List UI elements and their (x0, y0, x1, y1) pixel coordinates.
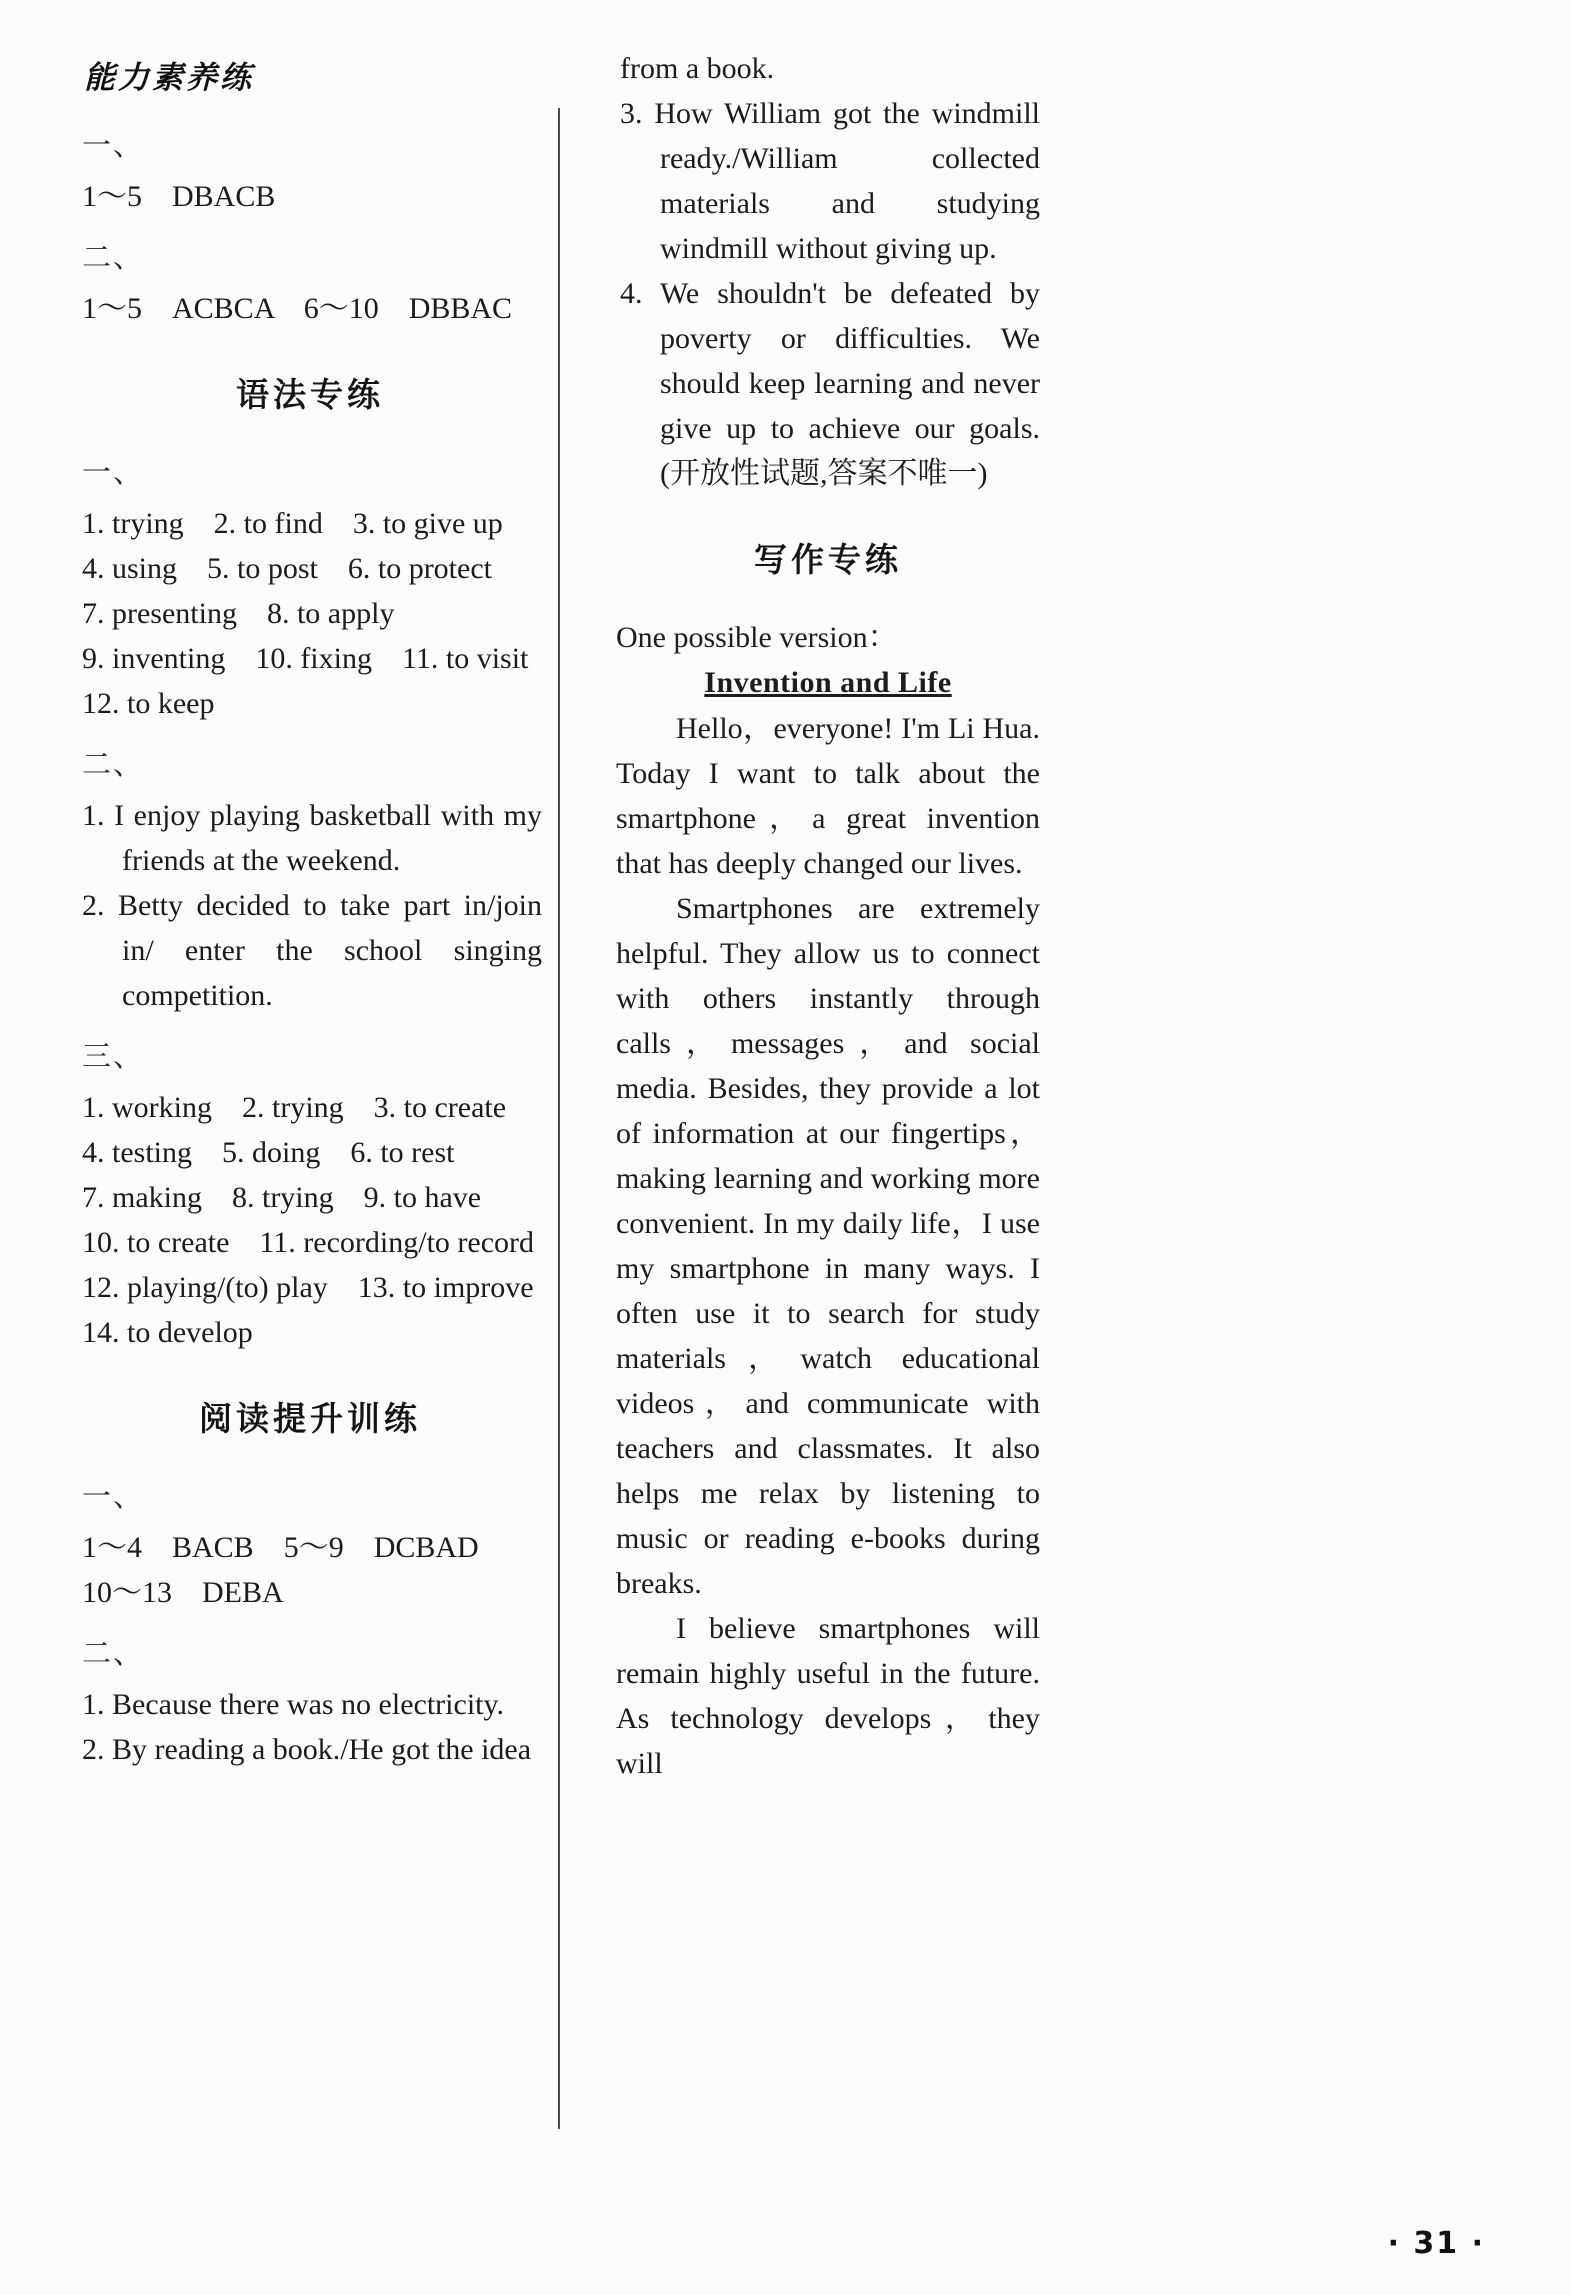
reading-part-two-item-1: 1. Because there was no electricity. (82, 1688, 505, 1721)
section-heading-reading: 阅读提升训练 (199, 1399, 421, 1438)
ability-part-one-label: 一、 (82, 130, 145, 162)
right-column (560, 46, 1040, 2255)
grammar-part-three-line-3: 7. making 8. trying 9. to have (82, 1181, 482, 1214)
essay-title: Invention and Life (704, 666, 952, 699)
section-heading-grammar: 语法专练 (236, 375, 384, 414)
ability-part-one-answers: 1～5 DBACB (82, 180, 276, 213)
banner-heading-ability-practice: 能力素养练 (84, 60, 254, 96)
essay-paragraph-2: Smartphones are extremely helpful. They allow us to connect with others instantly through calls，messages，and social media. Besides, they provide a lot of information at our fingertips，making learning and working more convenient. In my daily life，I use my smartphone in many ways. I often use it to search for study materials，watch educational videos，and communicate with teachers and classmates. It also helps me relax by listening to music or reading e-books during breaks. (616, 892, 1040, 1600)
reading-part-one-line-1: 1～4 BACB 5～9 DCBAD (82, 1531, 479, 1564)
grammar-part-one-line-5: 12. to keep (82, 687, 215, 720)
grammar-part-one-line-4: 9. inventing 10. fixing 11. to visit (82, 642, 529, 675)
grammar-part-two-item-1: 1. I enjoy playing basketball with my friends at the weekend. (82, 799, 542, 877)
grammar-part-three-line-5: 12. playing/(to) play 13. to improve (82, 1271, 534, 1304)
reading-part-one-line-2: 10～13 DEBA (82, 1576, 284, 1609)
grammar-part-one-label: 一、 (82, 457, 145, 489)
grammar-part-one-line-3: 7. presenting 8. to apply (82, 597, 395, 630)
grammar-part-three-line-1: 1. working 2. trying 3. to create (82, 1091, 507, 1124)
essay-paragraph-1: Hello，everyone! I'm Li Hua. Today I want to talk about the smartphone，a great invention that has deeply changed our lives. (616, 712, 1040, 880)
reading-part-two-item-2: 2. By reading a book./He got the idea (82, 1733, 532, 1766)
grammar-part-three-label: 三、 (82, 1041, 145, 1073)
reading-part-two-item-4: 4. We shouldn't be defeated by poverty or difficulties. We should keep learning and never give up to achieve our goals.(开放性试题,答案不唯一) (620, 277, 1040, 490)
reading-part-two-item-3: 3. How William got the windmill ready./William collected materials and studying windmill without giving up. (620, 97, 1040, 265)
essay-paragraph-3: I believe smartphones will remain highly useful in the future. As technology develops，they will (616, 1612, 1040, 1780)
grammar-part-one-line-2: 4. using 5. to post 6. to protect (82, 552, 492, 585)
grammar-part-two-label: 二、 (82, 749, 145, 781)
reading-part-two-label: 二、 (82, 1638, 145, 1670)
writing-lead-in: One possible version： (616, 621, 898, 654)
reading-part-one-label: 一、 (82, 1481, 145, 1513)
section-heading-writing: 写作专练 (754, 540, 902, 579)
page-number: · 31 · (1387, 2226, 1485, 2261)
left-column (78, 46, 558, 2255)
grammar-part-three-line-4: 10. to create 11. recording/to record (82, 1226, 535, 1259)
reading-answer-continuation: from a book. (620, 52, 775, 85)
grammar-part-one-line-1: 1. trying 2. to find 3. to give up (82, 507, 503, 540)
ability-part-two-answers: 1～5 ACBCA 6～10 DBBAC (82, 292, 513, 325)
ability-part-two-label: 二、 (82, 242, 145, 274)
grammar-part-three-line-2: 4. testing 5. doing 6. to rest (82, 1136, 455, 1169)
grammar-part-two-item-2: 2. Betty decided to take part in/join in/ enter the school singing competition. (82, 889, 542, 1012)
grammar-part-three-line-6: 14. to develop (82, 1316, 253, 1349)
